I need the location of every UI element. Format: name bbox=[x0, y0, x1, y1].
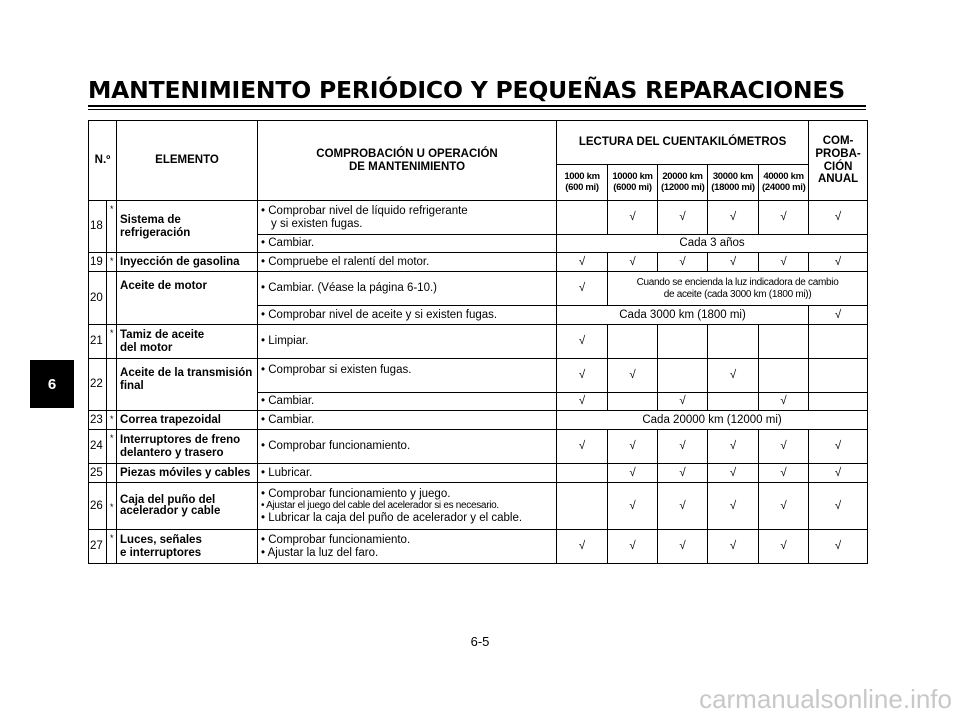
check-mark: √ bbox=[658, 483, 708, 530]
operation: • Comprobar funcionamiento. bbox=[258, 430, 557, 464]
check-mark: √ bbox=[759, 464, 809, 483]
special-mark: * bbox=[107, 411, 117, 430]
operation-line: • Lubricar la caja del puño de acelerador y el cable. bbox=[261, 511, 523, 524]
check-cell bbox=[557, 483, 608, 530]
table-row bbox=[89, 530, 868, 564]
check-mark: √ bbox=[759, 530, 809, 564]
operation-line: • Comprobar funcionamiento. bbox=[261, 533, 411, 546]
operation: • Cambiar. (Véase la página 6-10.) bbox=[258, 272, 557, 306]
special-mark bbox=[107, 359, 117, 411]
check-mark: √ bbox=[658, 253, 708, 272]
check-cell bbox=[708, 393, 759, 411]
check-mark: √ bbox=[557, 325, 608, 359]
table-row bbox=[89, 325, 868, 359]
element-line: del motor bbox=[120, 341, 173, 354]
check-mark: √ bbox=[708, 359, 759, 393]
check-mark: √ bbox=[557, 253, 608, 272]
element-line: delantero y trasero bbox=[120, 446, 224, 459]
check-mark: √ bbox=[658, 464, 708, 483]
page-number: 6-5 bbox=[470, 634, 490, 649]
operation-line: y si existen fugas. bbox=[271, 217, 363, 230]
watermark: carmanualsonline.info bbox=[699, 684, 952, 714]
check-cell bbox=[608, 393, 658, 411]
table-row bbox=[89, 464, 868, 483]
interval-note: Cada 20000 km (12000 mi) bbox=[557, 411, 868, 430]
operation: • Comprobar si existen fugas. bbox=[258, 359, 557, 393]
check-mark: √ bbox=[759, 430, 809, 464]
check-mark: √ bbox=[708, 430, 759, 464]
title-rule bbox=[88, 105, 866, 107]
header-operation bbox=[258, 121, 557, 201]
item-number: 27 bbox=[89, 530, 107, 564]
section-tab[interactable]: 6 bbox=[30, 360, 74, 408]
element-line: Aceite de la transmisión bbox=[120, 367, 253, 379]
check-mark: √ bbox=[608, 430, 658, 464]
interval-2 bbox=[608, 165, 658, 201]
maintenance-table bbox=[88, 120, 868, 564]
interval-5 bbox=[759, 165, 809, 201]
item-element: Correa trapezoidal bbox=[117, 411, 258, 430]
check-mark: √ bbox=[809, 306, 868, 325]
special-mark: * bbox=[107, 325, 117, 359]
check-cell bbox=[557, 201, 608, 235]
operation: • Limpiar. bbox=[258, 325, 557, 359]
check-mark: √ bbox=[557, 359, 608, 393]
check-mark: √ bbox=[809, 430, 868, 464]
element-line: acelerador y cable bbox=[120, 505, 221, 517]
interval-mi: (6000 mi) bbox=[613, 181, 652, 193]
check-cell bbox=[708, 325, 759, 359]
item-element: Aceite de motor bbox=[117, 272, 258, 325]
header-operation-line2: DE MANTENIMIENTO bbox=[348, 160, 466, 173]
special-mark bbox=[107, 272, 117, 325]
header-annual-l3: CIÓN bbox=[823, 160, 853, 173]
element-line: Luces, señales bbox=[120, 533, 202, 546]
item-element: Inyección de gasolina bbox=[117, 253, 258, 272]
header-annual bbox=[809, 121, 868, 201]
check-cell bbox=[608, 325, 658, 359]
table-row bbox=[89, 411, 868, 430]
check-cell bbox=[809, 393, 868, 411]
item-number: 22 bbox=[89, 359, 107, 411]
header-operation-line1: COMPROBACIÓN U OPERACIÓN bbox=[316, 147, 498, 160]
header-annual-l2: PROBA- bbox=[815, 147, 861, 160]
table-row bbox=[89, 272, 868, 306]
operation bbox=[258, 483, 557, 530]
check-mark: √ bbox=[557, 430, 608, 464]
check-mark: √ bbox=[608, 201, 658, 235]
check-mark: √ bbox=[809, 253, 868, 272]
check-mark: √ bbox=[759, 483, 809, 530]
check-cell bbox=[658, 325, 708, 359]
operation bbox=[258, 201, 557, 235]
check-mark: √ bbox=[809, 483, 868, 530]
element-line: Sistema de bbox=[120, 213, 181, 226]
special-mark bbox=[107, 464, 117, 483]
item-number: 21 bbox=[89, 325, 107, 359]
check-mark: √ bbox=[759, 393, 809, 411]
check-mark: √ bbox=[658, 201, 708, 235]
table-row bbox=[89, 483, 868, 530]
check-cell bbox=[759, 359, 809, 393]
operation: • Cambiar. bbox=[258, 235, 557, 253]
check-mark: √ bbox=[608, 464, 658, 483]
item-element bbox=[117, 430, 258, 464]
interval-note: Cada 3000 km (1800 mi) bbox=[557, 306, 809, 325]
table-row bbox=[89, 430, 868, 464]
interval-km: 1000 km bbox=[564, 170, 600, 182]
interval-km: 20000 km bbox=[662, 170, 703, 182]
operation-line: • Comprobar funcionamiento y juego. bbox=[261, 487, 451, 500]
item-element bbox=[117, 530, 258, 564]
check-cell bbox=[809, 359, 868, 393]
check-mark: √ bbox=[658, 430, 708, 464]
check-mark: √ bbox=[708, 530, 759, 564]
operation bbox=[258, 530, 557, 564]
element-line: final bbox=[120, 379, 144, 392]
check-mark: √ bbox=[708, 201, 759, 235]
item-number: 26 bbox=[89, 483, 107, 530]
header-annual-l1: COM- bbox=[822, 134, 854, 147]
special-mark: * bbox=[107, 530, 117, 564]
title-rule-thin bbox=[88, 109, 866, 110]
element-line: refrigeración bbox=[120, 226, 191, 239]
item-element bbox=[117, 483, 258, 530]
operation: • Compruebe el ralentí del motor. bbox=[258, 253, 557, 272]
header-odometer: LECTURA DEL CUENTAKILÓMETROS bbox=[557, 121, 809, 165]
check-mark: √ bbox=[809, 464, 868, 483]
element-line: Interruptores de freno bbox=[120, 433, 241, 446]
note-line: de aceite (cada 3000 km (1800 mi)) bbox=[663, 288, 812, 300]
element-line: Tamiz de aceite bbox=[120, 328, 205, 341]
check-mark: √ bbox=[608, 530, 658, 564]
special-mark: * bbox=[107, 201, 117, 253]
interval-3 bbox=[658, 165, 708, 201]
interval-mi: (18000 mi) bbox=[711, 181, 755, 193]
item-element: Piezas móviles y cables bbox=[117, 464, 258, 483]
check-mark: √ bbox=[708, 483, 759, 530]
page-title: MANTENIMIENTO PERIÓDICO Y PEQUEÑAS REPARACIONES bbox=[88, 76, 845, 104]
interval-mi: (24000 mi) bbox=[762, 181, 806, 193]
check-mark: √ bbox=[557, 530, 608, 564]
header-element: ELEMENTO bbox=[117, 121, 258, 201]
operation-line: • Ajustar la luz del faro. bbox=[261, 546, 379, 559]
table-row bbox=[89, 253, 868, 272]
check-mark: √ bbox=[557, 393, 608, 411]
check-cell bbox=[759, 325, 809, 359]
element-line: e interruptores bbox=[120, 546, 202, 559]
special-mark: * bbox=[107, 483, 117, 530]
check-mark: √ bbox=[658, 393, 708, 411]
operation-line: • Comprobar nivel de líquido refrigerante bbox=[261, 204, 468, 217]
table-row bbox=[89, 201, 868, 235]
item-number: 20 bbox=[89, 272, 107, 325]
check-mark: √ bbox=[658, 530, 708, 564]
check-mark: √ bbox=[809, 201, 868, 235]
interval-note bbox=[608, 272, 868, 306]
element-line: Caja del puño del bbox=[120, 494, 216, 507]
check-cell bbox=[557, 464, 608, 483]
check-mark: √ bbox=[809, 530, 868, 564]
check-mark: √ bbox=[608, 483, 658, 530]
operation: • Lubricar. bbox=[258, 464, 557, 483]
item-number: 25 bbox=[89, 464, 107, 483]
interval-mi: (600 mi) bbox=[565, 181, 599, 193]
interval-note: Cada 3 años bbox=[557, 235, 868, 253]
item-number: 23 bbox=[89, 411, 107, 430]
header-no: N.º bbox=[89, 121, 117, 201]
check-mark: √ bbox=[608, 253, 658, 272]
check-mark: √ bbox=[557, 272, 608, 306]
check-mark: √ bbox=[608, 359, 658, 393]
interval-km: 10000 km bbox=[612, 170, 653, 182]
special-mark: * bbox=[107, 253, 117, 272]
interval-mi: (12000 mi) bbox=[661, 181, 705, 193]
interval-4 bbox=[708, 165, 759, 201]
operation: • Cambiar. bbox=[258, 393, 557, 411]
note-line: Cuando se encienda la luz indicadora de cambio bbox=[636, 277, 839, 289]
operation-line: • Ajustar el juego del cable del acelerador si es necesario. bbox=[261, 500, 499, 512]
operation: • Cambiar. bbox=[258, 411, 557, 430]
check-cell bbox=[809, 325, 868, 359]
item-number: 24 bbox=[89, 430, 107, 464]
check-mark: √ bbox=[759, 253, 809, 272]
check-cell bbox=[658, 359, 708, 393]
check-mark: √ bbox=[708, 464, 759, 483]
item-element bbox=[117, 201, 258, 253]
check-mark: √ bbox=[708, 253, 759, 272]
operation: • Comprobar nivel de aceite y si existen fugas. bbox=[258, 306, 557, 325]
interval-1 bbox=[557, 165, 608, 201]
special-mark: * bbox=[107, 430, 117, 464]
table-row bbox=[89, 359, 868, 393]
item-number: 18 bbox=[89, 201, 107, 253]
item-element bbox=[117, 325, 258, 359]
item-element bbox=[117, 359, 258, 411]
check-mark: √ bbox=[759, 201, 809, 235]
interval-km: 40000 km bbox=[763, 170, 804, 182]
interval-km: 30000 km bbox=[712, 170, 754, 182]
header-annual-l4: ANUAL bbox=[817, 173, 859, 186]
item-number: 19 bbox=[89, 253, 107, 272]
